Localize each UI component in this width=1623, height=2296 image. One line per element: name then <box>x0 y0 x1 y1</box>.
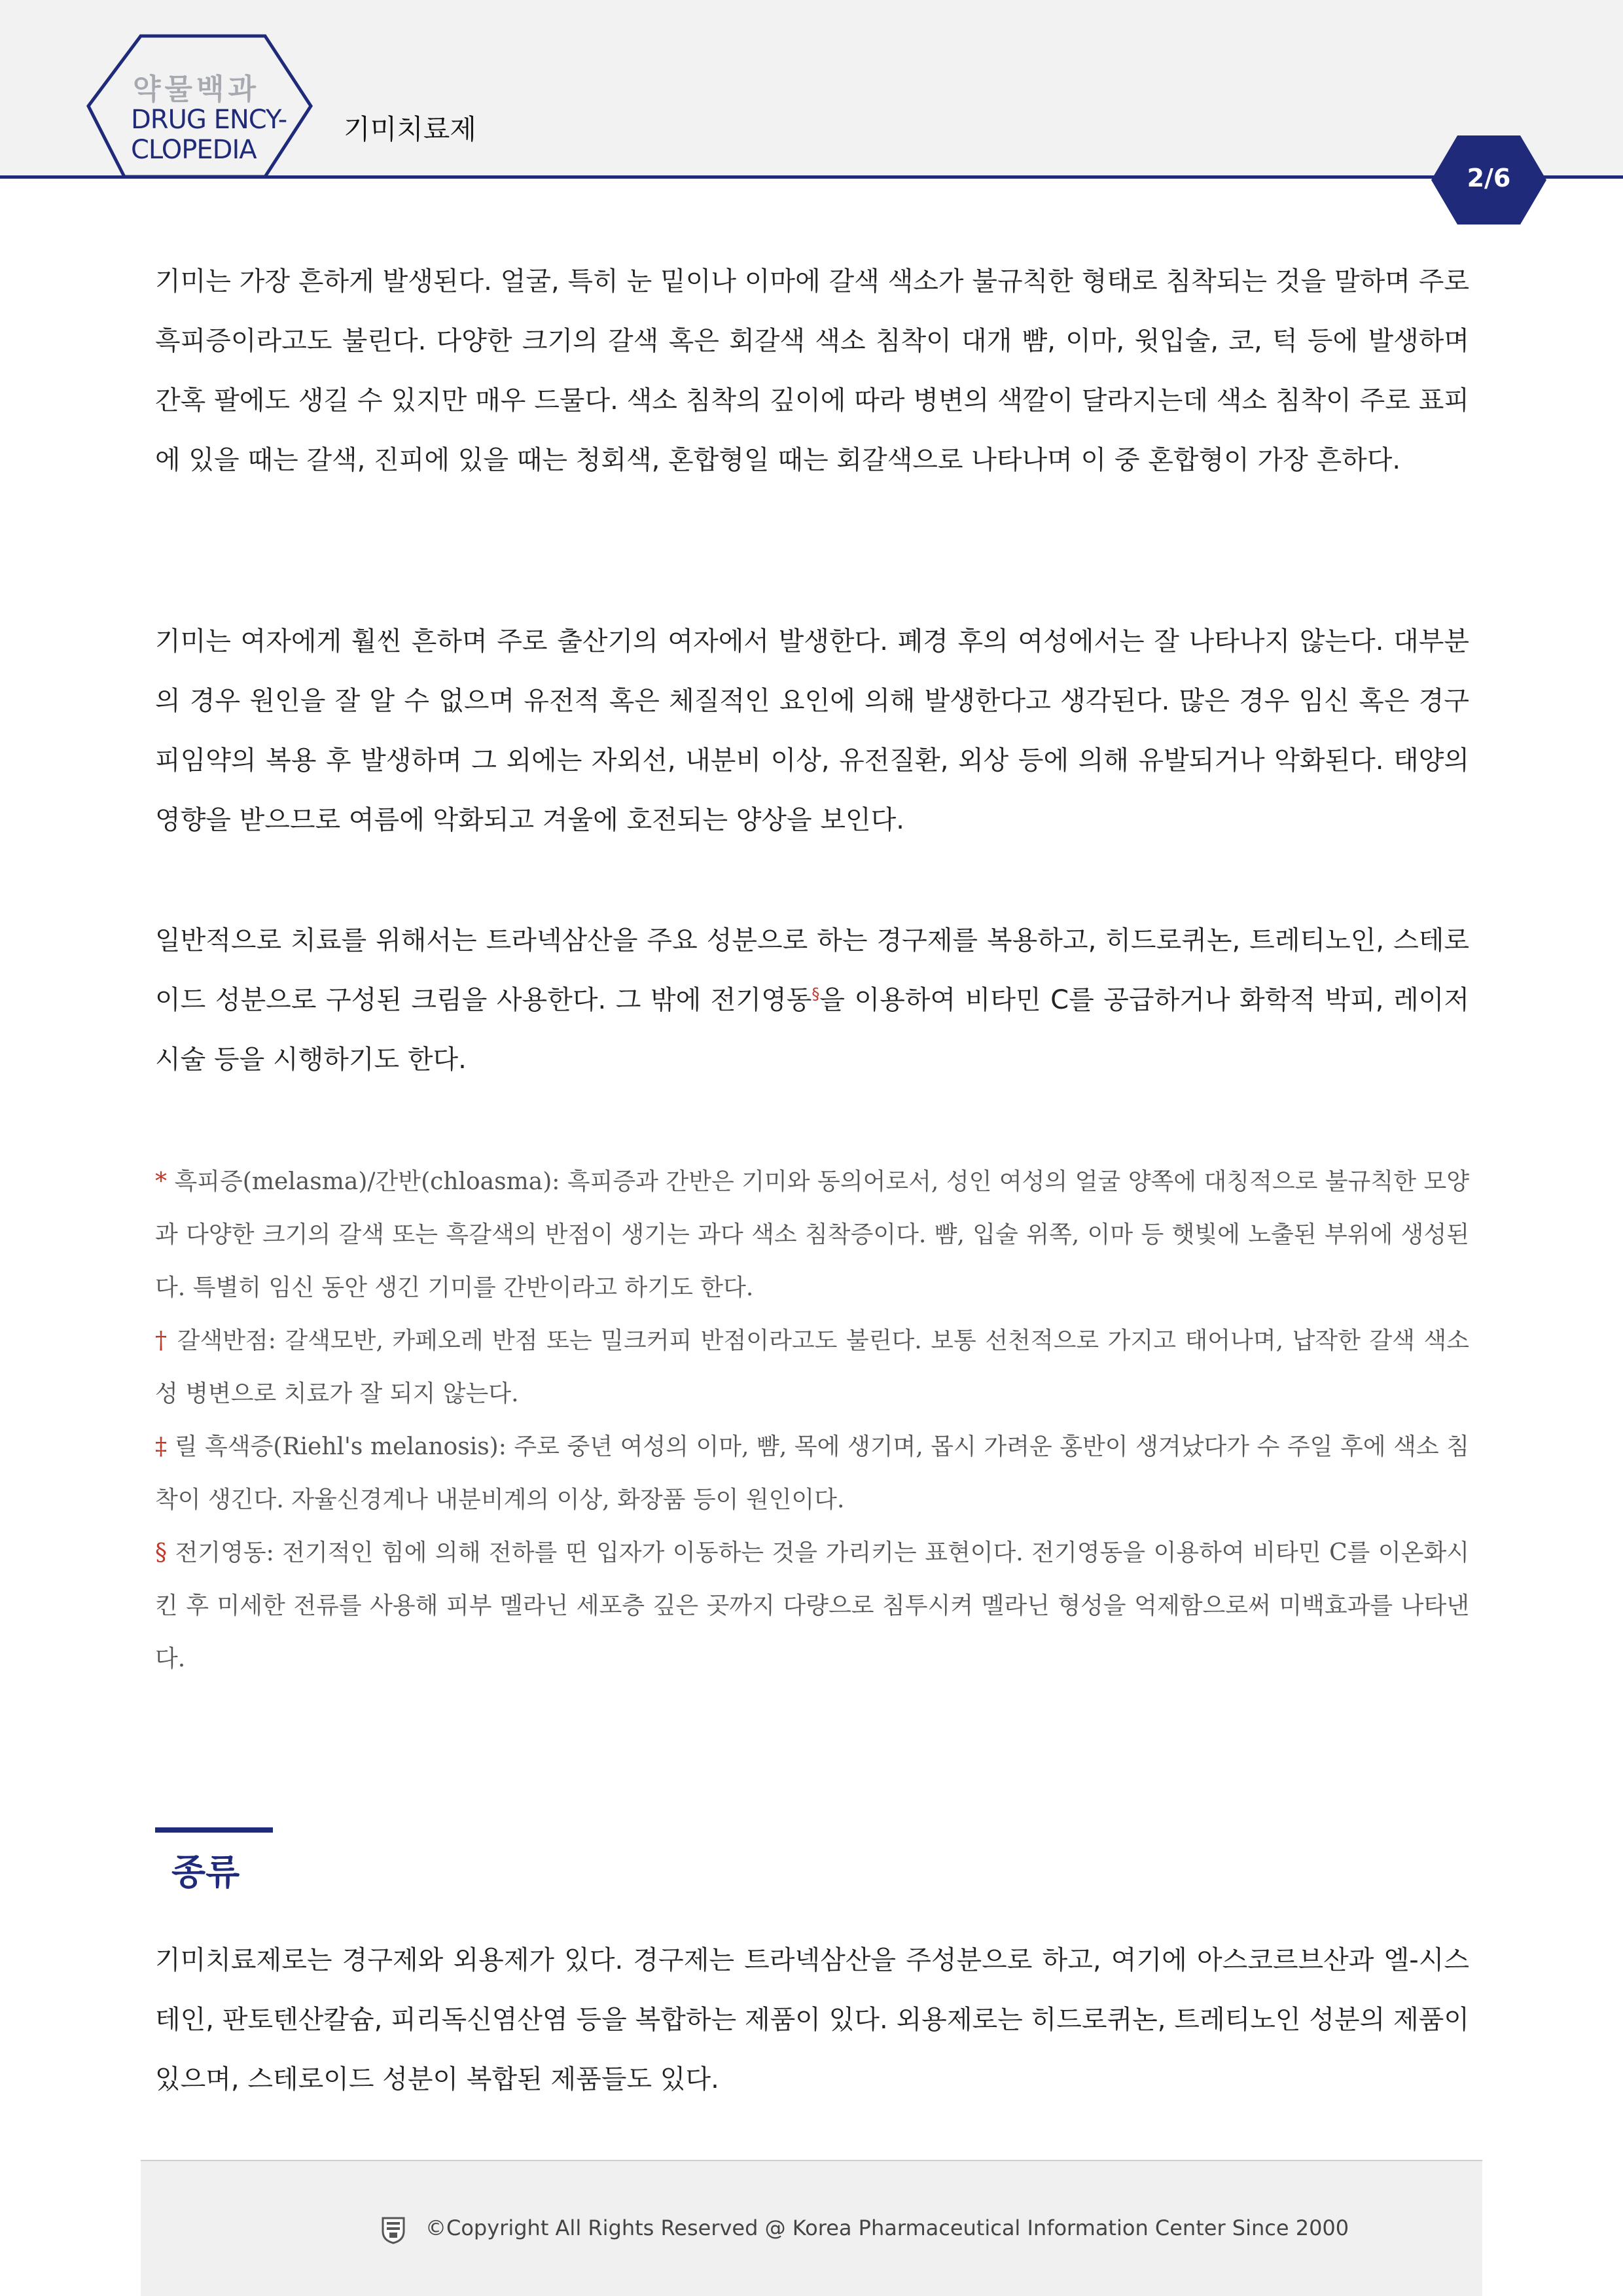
footnote-text: 갈색반점: 갈색모반, 카페오레 반점 또는 밀크커피 반점이라고도 불린다. 보통 선천적으로 가지고 태어나며, 납작한 갈색 색소성 병변으로 치료가 잘 되지 않는다. <box>155 1327 1470 1407</box>
footnote-mark: * <box>155 1168 167 1195</box>
footnote-riehls-melanosis <box>155 1420 1469 1526</box>
footer-copyright: ©Copyright All Rights Reserved @ Korea Pharmaceutical Information Center Since 2000 <box>425 2215 1349 2240</box>
section-accent-bar <box>155 1827 273 1833</box>
footnote-mark: † <box>155 1327 169 1354</box>
paragraph-1: 기미는 가장 흔하게 발생된다. 얼굴, 특히 눈 밑이나 이마에 갈색 색소가 불규칙한 형태로 침착되는 것을 말하며 주로 흑피증이라고도 불린다. 다양한 크기의 갈색 혹은 회갈색 색소 침착이 대개 뺨, 이마, 윗입술, 코, 턱 등에 발생하며 간혹 팔에도 생길 수 있지만 매우 드물다. 색소 침착의 깊이에 따라 병변의 색깔이 달라지는데 색소 침착이 주로 표피에 있을 때는 갈색, 진피에 있을 때는 청회색, 혼합형일 때는 회갈색으로 나타나며 이 중 혼합형이 가장 흔하다. <box>155 266 1469 475</box>
footnote-mark: § <box>155 1539 167 1566</box>
footnote-text: 흑피증(melasma)/간반(chloasma): 흑피증과 간반은 기미와 동의어로서, 성인 여성의 얼굴 양쪽에 대칭적으로 불규칙한 모양과 다양한 크기의 갈색 또는 흑갈색의 반점이 생기는 과다 색소 침착증이다. 뺨, 입술 위쪽, 이마 등 햇빛에 노출된 부위에 생성된다. 특별히 임신 동안 생긴 기미를 간반이라고 하기도 한다. <box>155 1168 1469 1301</box>
paragraph-3 <box>155 911 1469 1090</box>
footnote-electrophoresis <box>155 1526 1469 1685</box>
paragraph-2: 기미는 여자에게 훨씬 흔하며 주로 출산기의 여자에서 발생한다. 폐경 후의 여성에서는 잘 나타나지 않는다. 대부분의 경우 원인을 잘 알 수 없으며 유전적 혹은 체질적인 요인에 의해 발생한다고 생각된다. 많은 경우 임신 혹은 경구 피임약의 복용 후 발생하며 그 외에는 자외선, 내분비 이상, 유전질환, 외상 등에 의해 유발되거나 악화된다. 태양의 영향을 받으므로 여름에 악화되고 겨울에 호전되는 양상을 보인다. <box>155 626 1469 835</box>
footnote-brown-spot <box>155 1314 1469 1420</box>
logo-korean-text: 약물백과 <box>133 73 260 106</box>
footnote-text: 릴 흑색증(Riehl's melanosis): 주로 중년 여성의 이마, 뺨, 목에 생기며, 몹시 가려운 홍반이 생겨났다가 수 주일 후에 색소 침착이 생긴다. 자율신경계나 내분비계의 이상, 화장품 등이 원인이다. <box>155 1433 1470 1513</box>
logo-english-text <box>131 105 287 165</box>
logo-english-line1: DRUG ENCY- <box>131 105 287 135</box>
footnote-text: 전기영동: 전기적인 힘에 의해 전하를 띤 입자가 이동하는 것을 가리키는 표현이다. 전기영동을 이용하여 비타민 C를 이온화시킨 후 미세한 전류를 사용해 피부 멜라닌 세포층 깊은 곳까지 다량으로 침투시켜 멜라닌 형성을 억제함으로써 미백효과를 나타낸다. <box>155 1539 1469 1672</box>
section-title: 종류 <box>171 1852 240 1893</box>
footnote-ref-electrophoresis: § <box>812 984 820 1003</box>
footnote-melasma <box>155 1155 1469 1314</box>
paragraph-3-part2: 을 이용하여 비타민 C를 공급하거나 화학적 박피, 레이저 시술 등을 시행하기도 한다. <box>155 985 1469 1075</box>
kpic-shield-icon <box>382 2215 405 2244</box>
footnote-mark: ‡ <box>155 1433 168 1460</box>
section-body: 기미치료제로는 경구제와 외용제가 있다. 경구제는 트라넥삼산을 주성분으로 하고, 여기에 아스코르브산과 엘-시스테인, 판토텐산칼슘, 피리독신염산염 등을 복합하는 제품이 있다. 외용제로는 히드로퀴논, 트레티노인 성분의 제품이 있으며, 스테로이드 성분이 복합된 제품들도 있다. <box>155 1945 1469 2094</box>
logo-english-line2: CLOPEDIA <box>131 135 257 165</box>
footnotes <box>155 1155 1469 1685</box>
paragraph-3-part1: 일반적으로 치료를 위해서는 트라넥삼산을 주요 성분으로 하는 경구제를 복용하고, 히드로퀴논, 트레티노인, 스테로이드 성분으로 구성된 크림을 사용한다. 그 밖에 전기영동 <box>155 925 1469 1015</box>
page-number: 2/6 <box>1467 164 1511 192</box>
document-title: 기미치료제 <box>344 113 476 145</box>
